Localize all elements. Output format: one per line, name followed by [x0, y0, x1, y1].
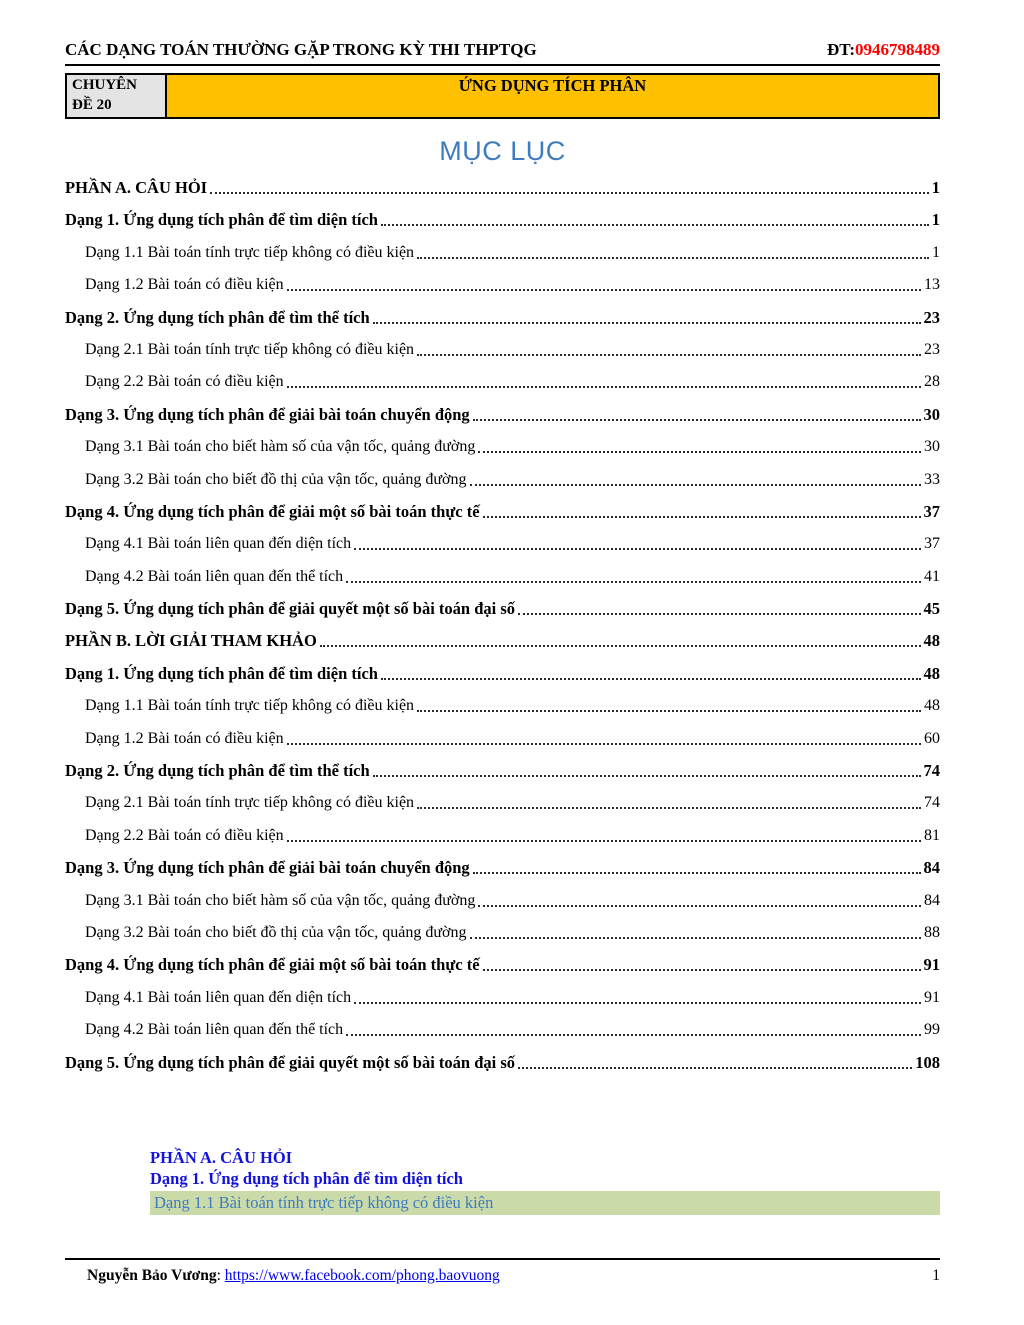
toc-entry[interactable] [65, 664, 940, 684]
toc-entry-page: 48 [924, 697, 940, 715]
toc-entry[interactable] [65, 923, 940, 943]
dotted-leader [417, 257, 929, 259]
toc-entry-label: Dạng 3.2 Bài toán cho biết đồ thị của vận tốc, quảng đường [85, 923, 467, 941]
banner-title: ỨNG DỤNG TÍCH PHÂN [458, 76, 647, 95]
footer-facebook-link[interactable]: https://www.facebook.com/phong.baovuong [224, 1267, 500, 1284]
toc-entry-page: 23 [924, 340, 940, 358]
toc-entry-label: Dạng 2. Ứng dụng tích phân để tìm thể tích [65, 761, 370, 781]
toc-entry-label: Dạng 3. Ứng dụng tích phân để giải bài toán chuyển động [65, 858, 470, 878]
dotted-leader [518, 613, 920, 615]
chuyen-de-cell [67, 75, 167, 117]
toc-entry-page: 33 [924, 470, 940, 488]
dotted-leader [354, 548, 921, 550]
toc-entry[interactable] [65, 405, 940, 425]
header-phone [827, 40, 940, 60]
dotted-leader [210, 192, 929, 194]
toc-entry[interactable] [65, 470, 940, 490]
dotted-leader [478, 451, 921, 453]
preview-part-heading: PHẦN A. CÂU HỎI [150, 1147, 293, 1167]
toc-entry[interactable] [65, 858, 940, 878]
toc-entry[interactable] [65, 761, 940, 781]
toc-entry-label: Dạng 3. Ứng dụng tích phân để giải bài toán chuyển động [65, 404, 470, 424]
toc-entry[interactable] [65, 372, 940, 392]
dotted-leader [381, 678, 921, 680]
toc-entry[interactable] [65, 955, 940, 975]
preview-section-heading: Dạng 1. Ứng dụng tích phân để tìm diện tích [150, 1168, 463, 1188]
chuyen-de-line1: CHUYÊN [72, 77, 138, 93]
toc-entry-label: Dạng 2.1 Bài toán tính trực tiếp không có điều kiện [85, 340, 415, 358]
topic-banner-table [65, 73, 940, 119]
dotted-leader [354, 1002, 921, 1004]
toc-entry-label: Dạng 2.1 Bài toán tính trực tiếp không có điều kiện [85, 794, 415, 812]
toc-entry-label: Dạng 1. Ứng dụng tích phân để tìm diện tích [65, 210, 378, 230]
toc-entry-label: Dạng 1.1 Bài toán tính trực tiếp không có điều kiện [85, 697, 415, 715]
toc-entry-page: 81 [924, 826, 940, 844]
preview-subsection-heading: Dạng 1.1 Bài toán tính trực tiếp không có điều kiện [150, 1191, 940, 1215]
toc-entry-page: 84 [924, 891, 940, 909]
toc-entry-label: Dạng 4.2 Bài toán liên quan đến thể tích [85, 567, 344, 585]
toc-entry-page: 37 [924, 535, 940, 553]
footer-separator: : [216, 1267, 225, 1284]
toc-entry[interactable] [65, 534, 940, 554]
toc-entry[interactable] [65, 631, 940, 651]
toc-entry-label: Dạng 2.2 Bài toán có điều kiện [85, 373, 284, 391]
toc-entry-label: Dạng 2. Ứng dụng tích phân để tìm thể tích [65, 307, 370, 327]
phone-label: ĐT: [826, 40, 855, 59]
toc-entry[interactable] [65, 891, 940, 911]
toc-entry-page: 45 [923, 599, 940, 619]
dotted-leader [417, 710, 921, 712]
toc-entry-label: Dạng 3.1 Bài toán cho biết hàm số của vận tốc, quảng đường [85, 438, 476, 456]
toc-entry[interactable] [65, 502, 940, 522]
toc-entry[interactable] [65, 696, 940, 716]
dotted-leader [483, 516, 921, 518]
toc-entry-label: Dạng 2.2 Bài toán có điều kiện [85, 826, 284, 844]
toc-entry[interactable] [65, 275, 940, 295]
dotted-leader [473, 419, 921, 421]
toc-entry-page: 1 [931, 178, 940, 197]
toc-entry-label: Dạng 3.2 Bài toán cho biết đồ thị của vận tốc, quảng đường [85, 470, 467, 488]
dotted-leader [470, 937, 922, 939]
toc-entry-page: 74 [923, 761, 940, 781]
dotted-leader [287, 840, 921, 842]
toc-entry-label: Dạng 4.1 Bài toán liên quan đến diện tích [85, 535, 352, 553]
page-content [65, 40, 940, 1215]
toc-entry-page: 1 [931, 210, 940, 230]
banner-title-cell [167, 75, 938, 117]
toc-entry-label: PHẦN A. CÂU HỎI [65, 178, 208, 197]
toc-entry[interactable] [65, 599, 940, 619]
body-preview [150, 1147, 940, 1215]
toc-entry[interactable] [65, 437, 940, 457]
dotted-leader [287, 743, 921, 745]
toc-entry-page: 99 [924, 1021, 940, 1039]
dotted-leader [287, 289, 921, 291]
dotted-leader [478, 905, 921, 907]
dotted-leader [417, 807, 921, 809]
dotted-leader [417, 354, 921, 356]
toc-entry[interactable] [65, 1020, 940, 1040]
toc-entry-page: 91 [924, 988, 940, 1006]
toc-entry-label: Dạng 3.1 Bài toán cho biết hàm số của vận tốc, quảng đường [85, 891, 476, 909]
toc-entry[interactable] [65, 826, 940, 846]
phone-number: 0946798489 [855, 40, 940, 59]
dotted-leader [470, 484, 922, 486]
dotted-leader [518, 1067, 912, 1069]
toc-entry-page: 37 [923, 501, 940, 521]
toc-entry-label: Dạng 5. Ứng dụng tích phân để giải quyết một số bài toán đại số [65, 1052, 516, 1072]
toc-entry-page: 28 [924, 373, 940, 391]
footer-credit [87, 1267, 500, 1285]
toc-entry-label: Dạng 4.1 Bài toán liên quan đến diện tích [85, 988, 352, 1006]
toc-entry[interactable] [65, 729, 940, 749]
chuyen-de-line2: ĐỀ 20 [72, 96, 112, 113]
footer-author: Nguyễn Bảo Vương [87, 1267, 217, 1284]
toc-entry[interactable] [65, 793, 940, 813]
toc-entry-page: 41 [924, 567, 940, 585]
toc-entry-label: Dạng 4.2 Bài toán liên quan đến thể tích [85, 1021, 344, 1039]
toc-entry-label: Dạng 1.2 Bài toán có điều kiện [85, 729, 284, 747]
toc-entry-page: 84 [923, 858, 940, 878]
toc-entry-page: 30 [923, 404, 940, 424]
toc-entry-label: PHẦN B. LỜI GIẢI THAM KHẢO [65, 631, 317, 651]
toc-entry-page: 88 [924, 923, 940, 941]
toc-entry[interactable] [65, 178, 940, 198]
toc-entry-label: Dạng 5. Ứng dụng tích phân để giải quyết một số bài toán đại số [65, 599, 516, 619]
dotted-leader [473, 872, 921, 874]
toc-entry[interactable] [65, 1053, 940, 1073]
dotted-leader [373, 775, 921, 777]
toc-entry-page: 108 [915, 1052, 940, 1072]
toc-entry[interactable] [65, 988, 940, 1008]
toc-entry-label: Dạng 1. Ứng dụng tích phân để tìm diện tích [65, 663, 378, 683]
toc-entry-page: 91 [923, 955, 940, 975]
toc-entry-label: Dạng 1.2 Bài toán có điều kiện [85, 276, 284, 294]
toc-entry-label: Dạng 4. Ứng dụng tích phân để giải một số bài toán thực tế [65, 501, 480, 521]
dotted-leader [320, 645, 921, 647]
toc-entry-page: 13 [924, 276, 940, 294]
dotted-leader [346, 1034, 921, 1036]
toc-list [65, 178, 940, 1073]
dotted-leader [373, 322, 921, 324]
header-title: CÁC DẠNG TOÁN THƯỜNG GẶP TRONG KỲ THI THPTQG [65, 40, 537, 59]
dotted-leader [483, 969, 921, 971]
toc-entry[interactable] [65, 340, 940, 360]
page-header [65, 40, 940, 66]
dotted-leader [381, 224, 929, 226]
toc-entry[interactable] [65, 567, 940, 587]
toc-entry-page: 1 [932, 243, 940, 261]
toc-entry-page: 30 [924, 438, 940, 456]
page-footer [65, 1258, 940, 1285]
toc-entry[interactable] [65, 243, 940, 263]
toc-entry-page: 23 [923, 307, 940, 327]
toc-entry-label: Dạng 4. Ứng dụng tích phân để giải một số bài toán thực tế [65, 955, 480, 975]
dotted-leader [346, 581, 921, 583]
toc-entry-page: 48 [923, 663, 940, 683]
toc-entry-label: Dạng 1.1 Bài toán tính trực tiếp không có điều kiện [85, 243, 415, 261]
toc-entry[interactable] [65, 210, 940, 230]
toc-entry-page: 60 [924, 729, 940, 747]
dotted-leader [287, 386, 921, 388]
toc-entry[interactable] [65, 308, 940, 328]
toc-title: MỤC LỤC [439, 136, 566, 166]
toc-entry-page: 74 [924, 794, 940, 812]
footer-page-number: 1 [932, 1267, 940, 1284]
toc-entry-page: 48 [923, 631, 940, 651]
